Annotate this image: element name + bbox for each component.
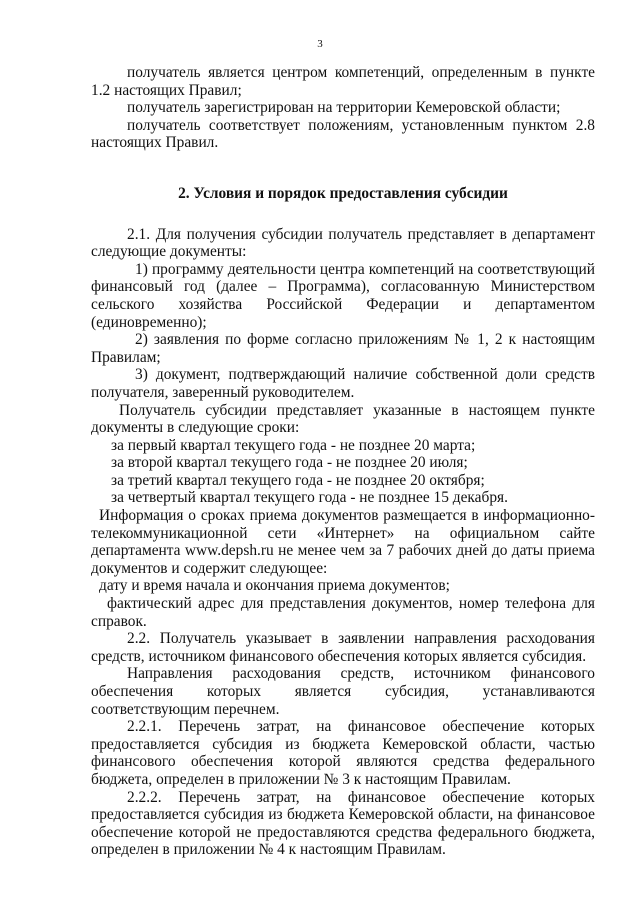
paragraph-2-2-1: 2.2.1. Перечень затрат, на финансовое обеспечение которых предоставляется субсидия из бюджета Кемеровской области, частью финансового обеспечения которой являются средства федерального бюджета, определен в приложении № 3 к настоящим Правилам. <box>91 718 595 788</box>
paragraph-competence-center: получатель является центром компетенций, определенным в пункте 1.2 настоящих Правил; <box>91 64 595 99</box>
paragraph-registered: получатель зарегистрирован на территории Кемеровской области; <box>127 99 561 117</box>
paragraph-directions: Направления расходования средств, источником финансового обеспечения которых является субсидия, устанавливаются соответствующим перечнем. <box>91 665 595 718</box>
paragraph-2-2-2: 2.2.2. Перечень затрат, на финансовое обеспечение которых предоставляется субсидия из бюджета Кемеровской области, на финансовое обеспечение которой не предоставляются средства федерального бюджета, определен в приложении № 4 к настоящим Правилам. <box>91 788 595 859</box>
document-body <box>91 64 595 859</box>
list-item-2: 2) заявления по форме согласно приложениям № 1, 2 к настоящим Правилам; <box>91 331 595 366</box>
paragraph-information: Информация о сроках приема документов размещается в информационно-телекоммуникационной сети «Интернет» на официальном сайте департамента www.depsh.ru не менее чем за 7 рабочих дней до даты приема документов и содержит следующее: <box>91 507 595 577</box>
page-number: 3 <box>317 38 323 50</box>
deadline-q4: за четвертый квартал текущего года - не позднее 15 декабря. <box>111 489 508 507</box>
section-heading: 2. Условия и порядок предоставления субсидии <box>178 184 508 202</box>
deadline-q1: за первый квартал текущего года - не позднее 20 марта; <box>111 436 476 454</box>
paragraph-datetime: дату и время начала и окончания приема документов; <box>99 577 450 595</box>
deadline-q3: за третий квартал текущего года - не позднее 20 октября; <box>111 471 485 489</box>
paragraph-2-1: 2.1. Для получения субсидии получатель представляет в департамент следующие документы: <box>91 225 595 261</box>
paragraph-deadlines-intro: Получатель субсидии представляет указанные в настоящем пункте документы в следующие сроки: <box>91 401 595 437</box>
list-item-3: 3) документ, подтверждающий наличие собственной доли средств получателя, заверенный руководителем. <box>91 366 595 401</box>
paragraph-2-2: 2.2. Получатель указывает в заявлении направления расходования средств, источником финансового обеспечения которых является субсидия. <box>91 630 595 665</box>
list-item-1: 1) программу деятельности центра компетенций на соответствующий финансовый год (далее – Программа), согласованную Министерством сельского хозяйства Российской Федерации и департаментом (единовременно); <box>91 260 595 331</box>
deadline-q2: за второй квартал текущего года - не позднее 20 июля; <box>111 454 468 472</box>
paragraph-address: фактический адрес для представления документов, номер телефона для справок. <box>91 595 595 630</box>
paragraph-conforms: получатель соответствует положениям, установленным пунктом 2.8 настоящих Правил. <box>91 116 595 152</box>
